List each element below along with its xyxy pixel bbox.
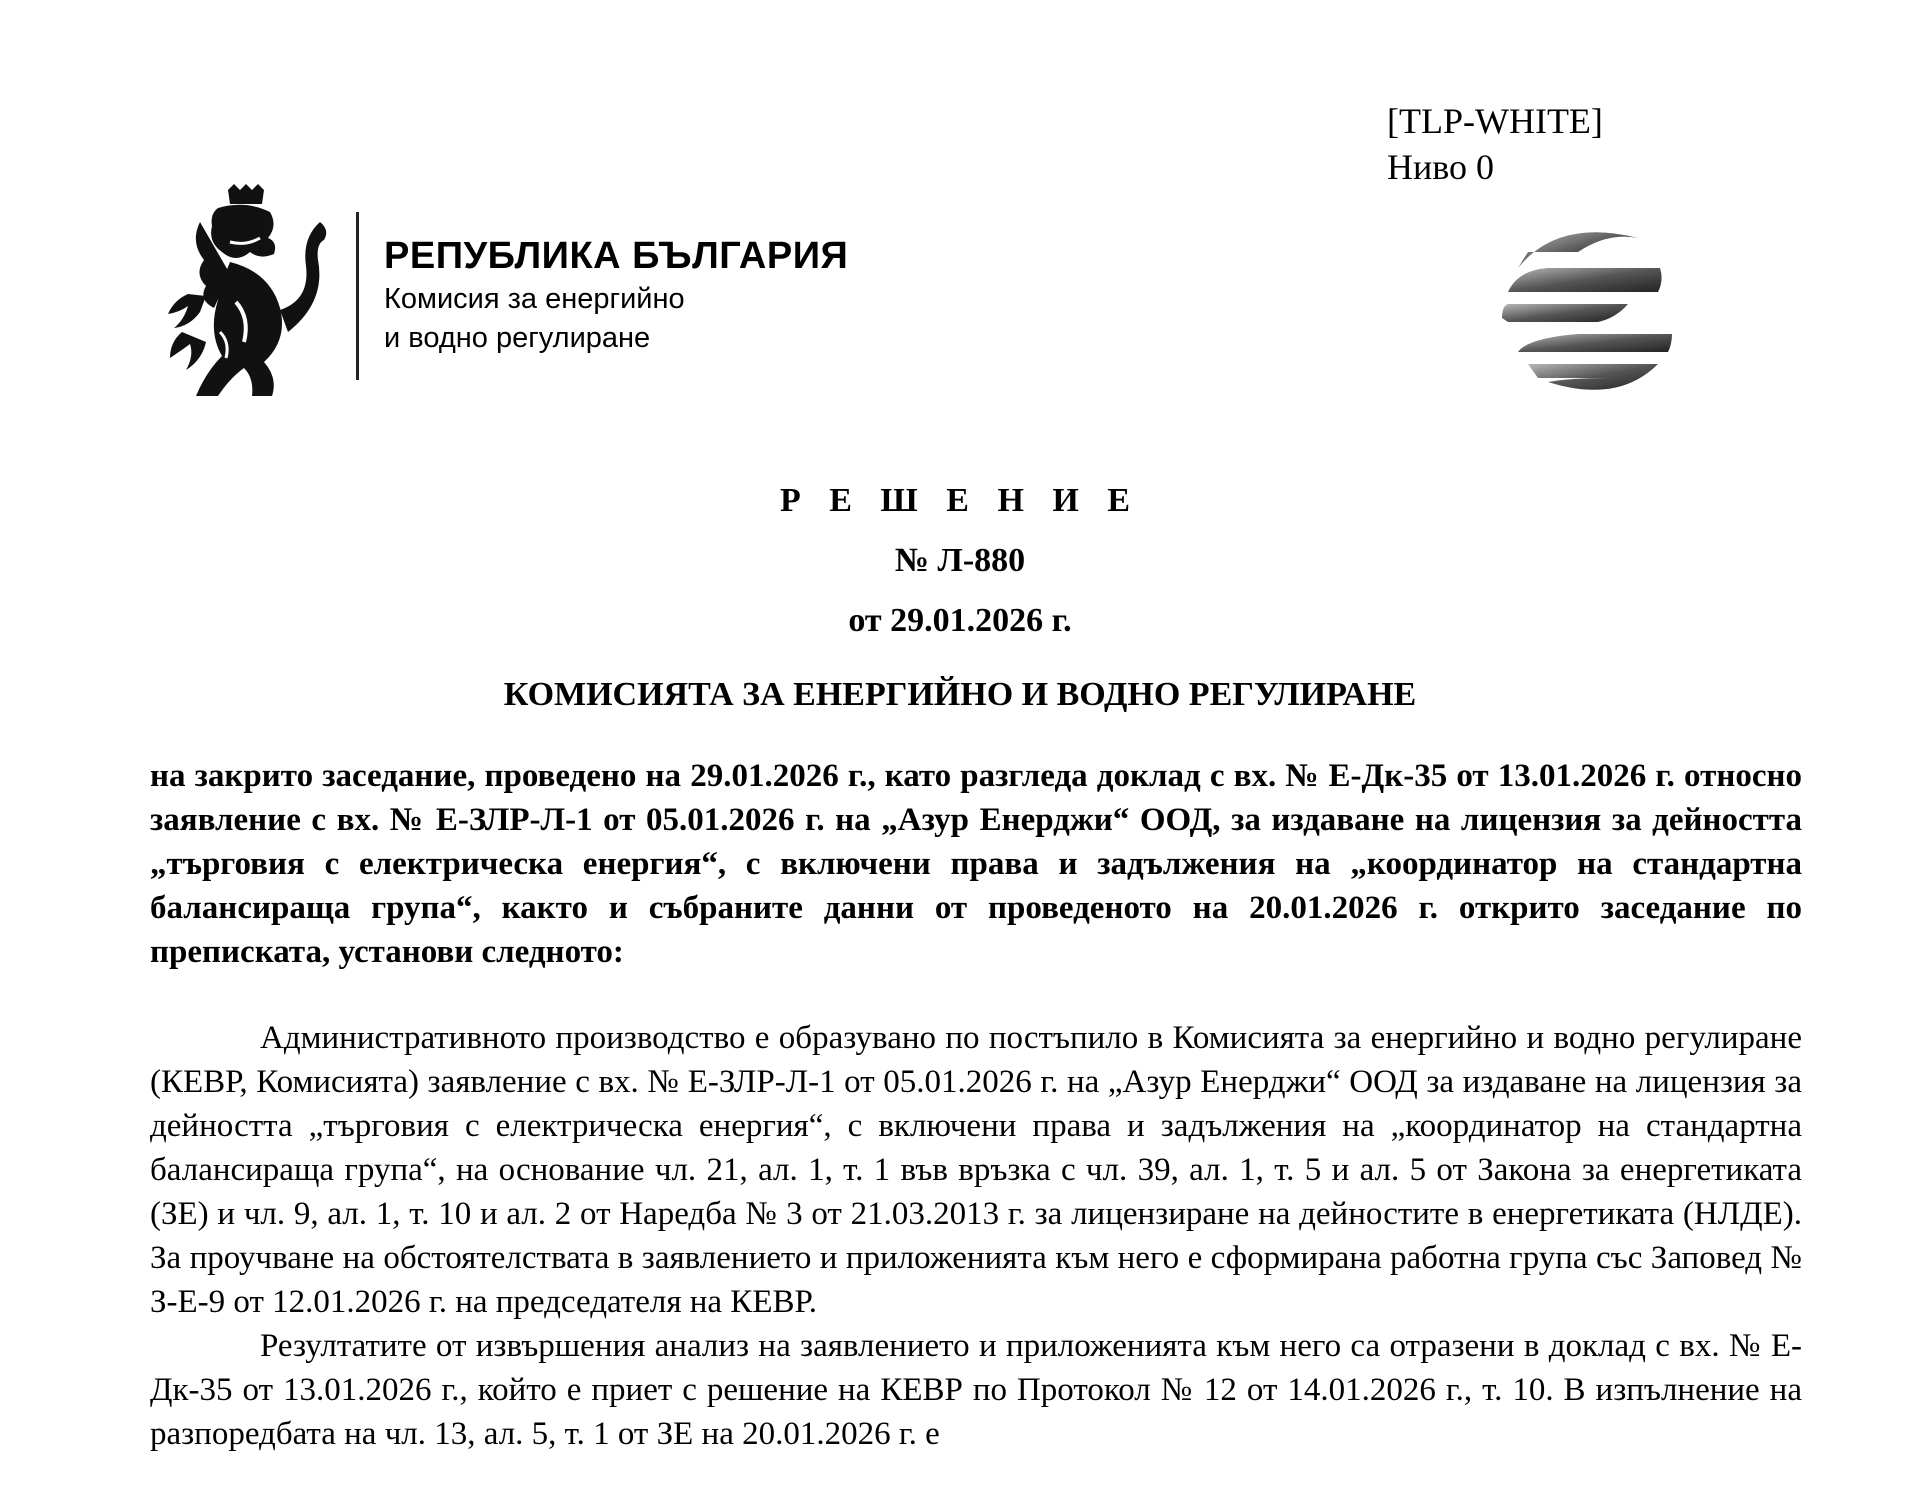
- classification-block: [1387, 98, 1603, 190]
- decision-date: от 29.01.2026 г.: [848, 602, 1072, 639]
- decision-heading: Р Е Ш Е Н И Е: [779, 482, 1141, 519]
- level-label: Ниво 0: [1387, 147, 1495, 187]
- body-paragraph: Административното производство е образувано по постъпило в Комисията за енергийно и водно регулиране (КЕВР, Комисията) заявление с вх. № Е-ЗЛР-Л-1 от 05.01.2026 г. на „Азур Енерджи“ ООД за издаване на лицензия за дейността „търговия с електрическа енергия“, с включени права и задължения на „координатор на стандартна балансираща група“, на основание чл. 21, ал. 1, т. 1 във връзка с чл. 39, ал. 1, т. 5 и ал. 5 от Закона за енергетиката (ЗЕ) и чл. 9, ал. 1, т. 10 и ал. 2 от Наредба № 3 от 21.03.2013 г. за лицензиране на дейностите в енергетиката (НЛДЕ). За проучване на обстоятелствата в заявлението и приложенията към него е сформирана работна група със Заповед № З-Е-9 от 12.01.2026 г. на председателя на КЕВР.: [150, 1020, 1802, 1320]
- org-name: РЕПУБЛИКА БЪЛГАРИЯ: [384, 235, 849, 277]
- intro-paragraph: на закрито заседание, проведено на 29.01.2026 г., като разгледа доклад с вх. № Е-Дк-35 от 13.01.2026 г. относно заявление с вх. № Е-ЗЛР-Л-1 от 05.01.2026 г. на „Азур Енерджи“ ООД, за издаване на лицензия за дейността „търговия с електрическа енергия“, с включени права и задължения на „координатор на стандартна балансираща група“, както и събраните данни от проведеното на 20.01.2026 г. открито заседание по преписката, установи следното:: [150, 758, 1802, 970]
- org-line-2: и водно регулиране: [384, 322, 651, 354]
- authority-name: КОМИСИЯТА ЗА ЕНЕРГИЙНО И ВОДНО РЕГУЛИРАНЕ: [503, 676, 1417, 713]
- letterhead: [160, 182, 849, 412]
- decision-number: № Л-880: [894, 542, 1026, 579]
- coat-of-arms-lion-icon: [160, 182, 338, 412]
- letterhead-divider: [356, 212, 359, 380]
- body-paragraph: Резултатите от извършения анализ на заявлението и приложенията към него са отразени в доклад с вх. № Е-Дк-35 от 13.01.2026 г., който е приет с решение на КЕВР по Протокол № 12 от 14.01.2026 г., т. 10. В изпълнение на разпоредбата на чл. 13, ал. 5, т. 1 от ЗЕ на 20.01.2026 г. е: [150, 1328, 1802, 1452]
- organization-block: [384, 232, 848, 358]
- kevr-logo-icon: [1488, 208, 1688, 408]
- tlp-label: [TLP-WHITE]: [1387, 101, 1603, 141]
- document-body: [150, 1016, 1802, 1456]
- org-line-1: Комисия за енергийно: [384, 283, 685, 315]
